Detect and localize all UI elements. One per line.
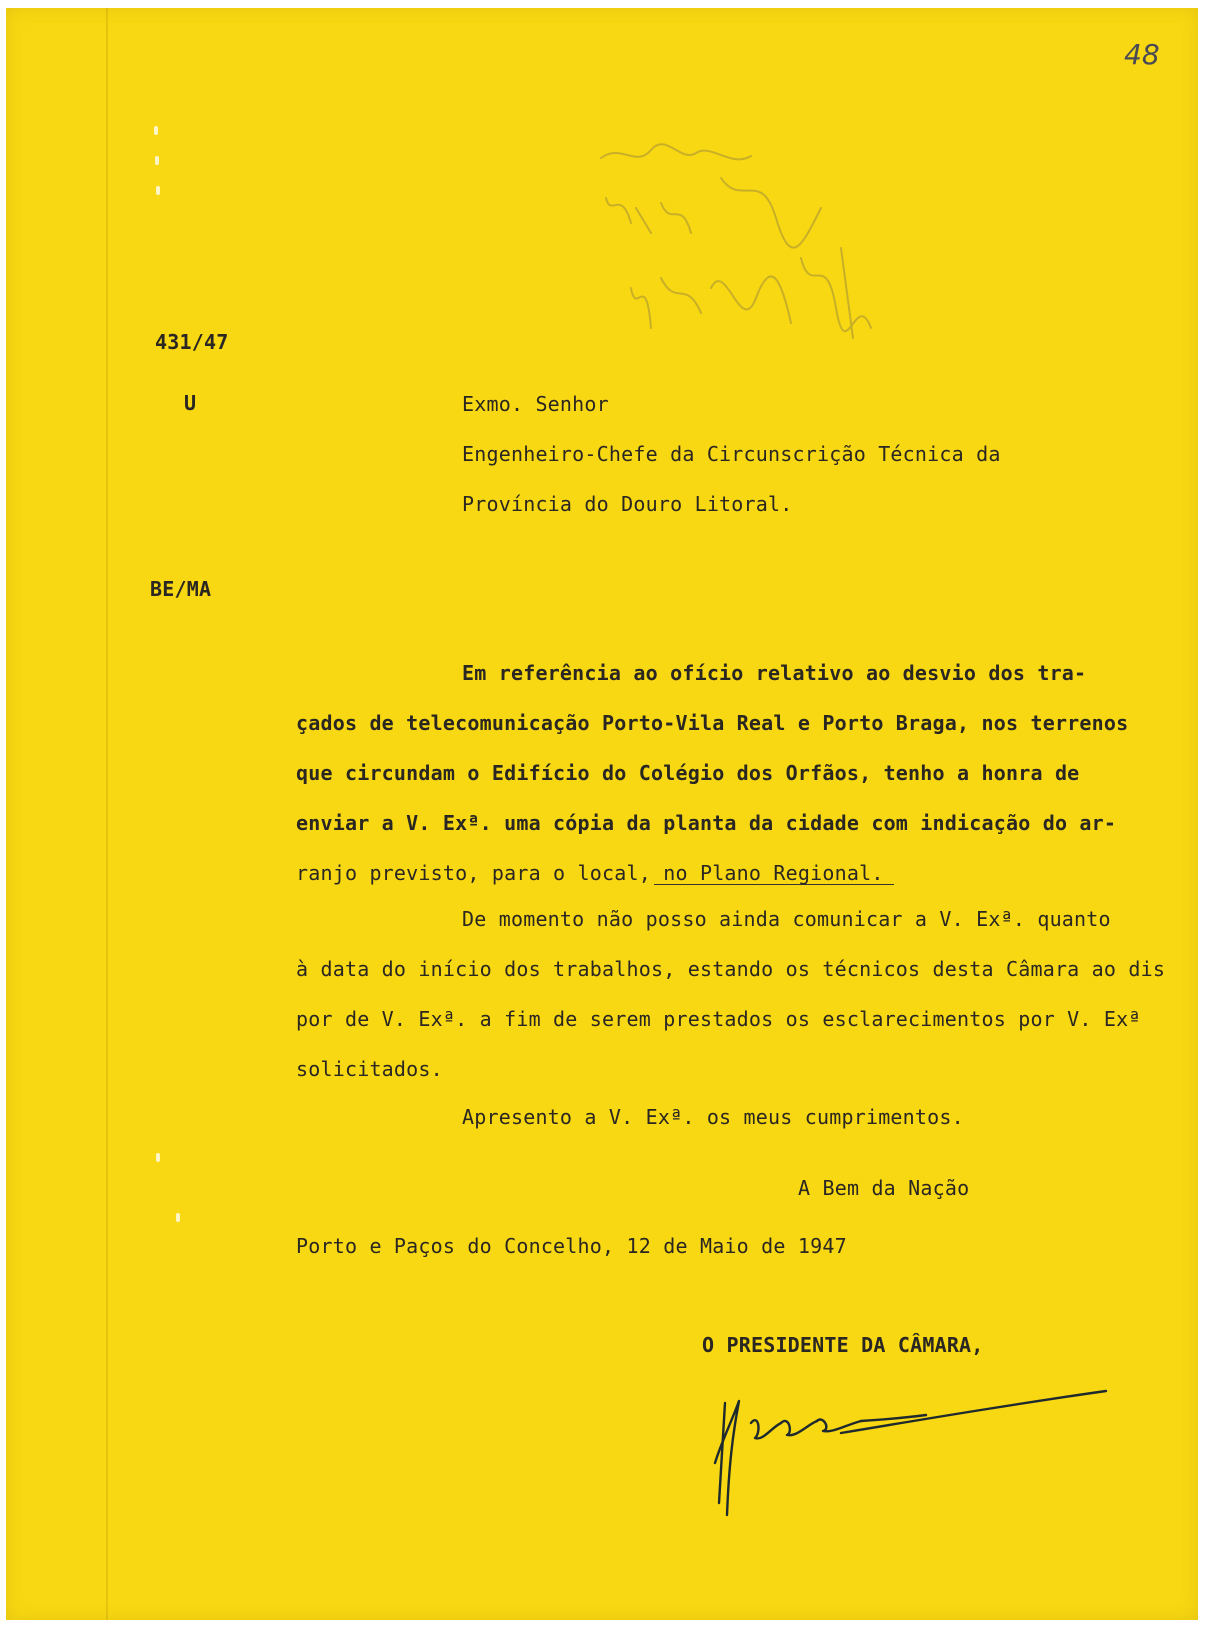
page-fold-line bbox=[106, 8, 108, 1620]
date-line: Porto e Paços do Concelho, 12 de Maio de 1947 bbox=[296, 1234, 847, 1258]
pencil-annotation bbox=[591, 138, 901, 368]
body-line: çados de telecomunicação Porto-Vila Real e Porto Braga, nos terrenos bbox=[296, 711, 1129, 735]
body-line: De momento não posso ainda comunicar a V. Exª. quanto bbox=[462, 907, 1111, 931]
body-line: Em referência ao ofício relativo ao desvio dos tra- bbox=[462, 661, 1087, 685]
closing-compliments: Apresento a V. Exª. os meus cumprimentos. bbox=[462, 1105, 964, 1129]
body-line: à data do início dos trabalhos, estando os técnicos desta Câmara ao dis bbox=[296, 957, 1166, 981]
punch-mark bbox=[155, 156, 159, 165]
body-line: por de V. Exª. a fim de serem prestados os esclarecimentos por V. Exª bbox=[296, 1007, 1141, 1031]
punch-mark bbox=[156, 186, 160, 195]
addressee-title: Engenheiro-Chefe da Circunscrição Técnica da bbox=[462, 442, 1001, 466]
text-underline bbox=[654, 884, 894, 885]
body-line: que circundam o Edifício do Colégio dos Orfãos, tenho a honra de bbox=[296, 761, 1080, 785]
punch-mark bbox=[176, 1213, 180, 1222]
body-line: enviar a V. Exª. uma cópia da planta da cidade com indicação do ar- bbox=[296, 811, 1117, 835]
closing-formula: A Bem da Nação bbox=[798, 1176, 970, 1200]
punch-mark bbox=[156, 1153, 160, 1162]
reference-code: U bbox=[184, 391, 197, 415]
document-page bbox=[6, 8, 1198, 1620]
page-number: 48 bbox=[1124, 38, 1160, 71]
addressee-province: Província do Douro Litoral. bbox=[462, 492, 793, 516]
body-line: solicitados. bbox=[296, 1057, 443, 1081]
body-line: ranjo previsto, para o local, no Plano Regional. bbox=[296, 861, 884, 885]
signatory-title: O PRESIDENTE DA CÂMARA, bbox=[702, 1333, 984, 1357]
punch-mark bbox=[154, 126, 158, 135]
reference-number: 431/47 bbox=[155, 330, 229, 354]
signature bbox=[711, 1383, 1131, 1523]
addressee-salutation: Exmo. Senhor bbox=[462, 392, 609, 416]
reference-initials: BE/MA bbox=[150, 577, 212, 601]
